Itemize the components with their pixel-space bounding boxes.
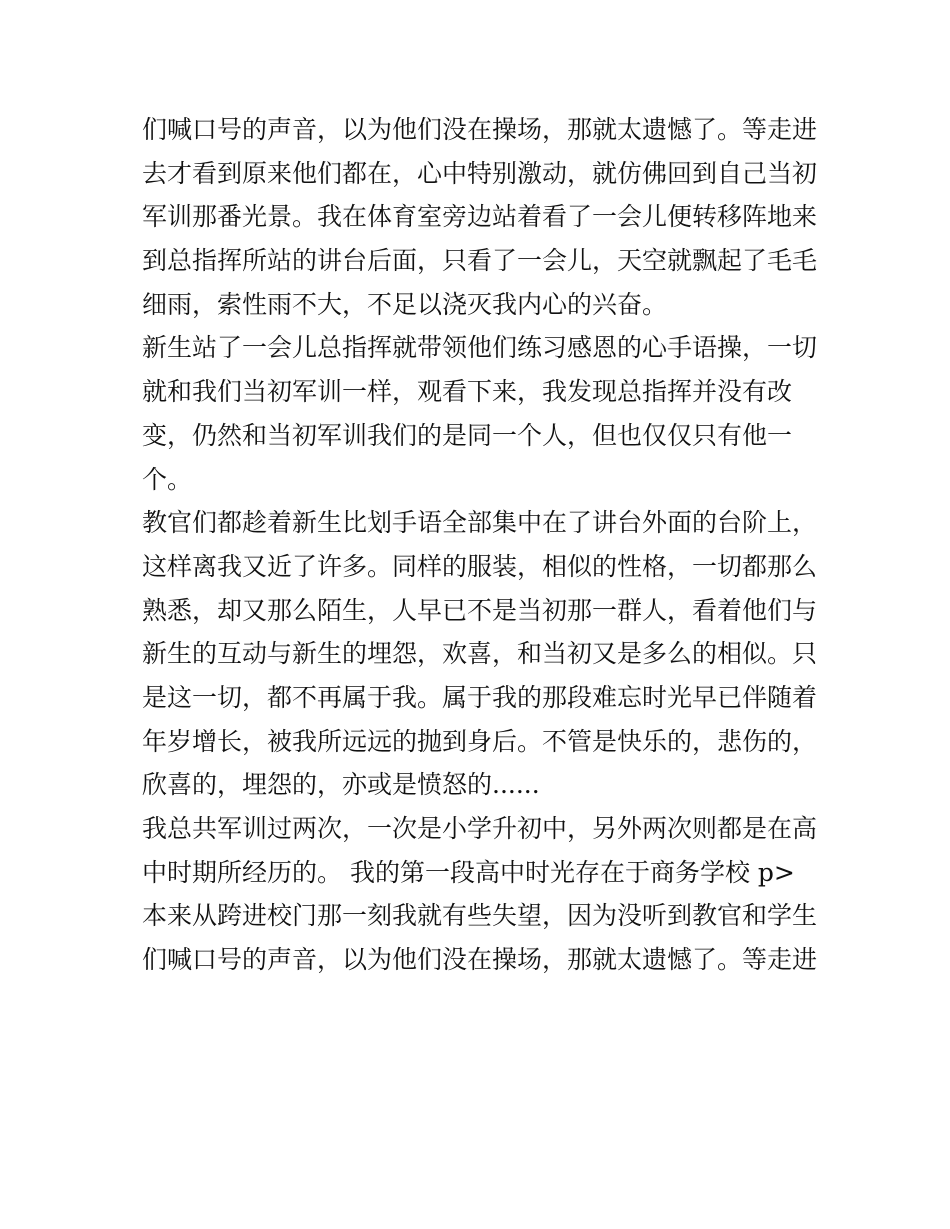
text-line: 新生站了一会儿总指挥就带领他们练习感恩的心手语操，一切: [142, 333, 818, 363]
text-line: 本来从跨进校门那一刻我就有些失望，因为没听到教官和学生: [142, 901, 818, 931]
text-line: 就和我们当初军训一样，观看下来，我发现总指挥并没有改: [142, 377, 793, 407]
text-line: 军训那番光景。我在体育室旁边站着看了一会儿便转移阵地来: [142, 202, 818, 232]
text-line: 去才看到原来他们都在，心中特别激动，就仿佛回到自己当初: [142, 158, 818, 188]
text-line: 教官们都趁着新生比划手语全部集中在了讲台外面的台阶上，: [142, 508, 818, 538]
text-line: 中时期所经历的。 我的第一段高中时光存在于商务学校 p>: [142, 857, 795, 887]
text-line: 熟悉，却又那么陌生，人早已不是当初那一群人，看着他们与: [142, 595, 818, 625]
text-line: 变，仍然和当初军训我们的是同一个人，但也仅仅只有他一: [142, 420, 793, 450]
text-line: 是这一切，都不再属于我。属于我的那段难忘时光早已伴随着: [142, 682, 818, 712]
text-line: 年岁增长，被我所远远的抛到身后。不管是快乐的，悲伤的，: [142, 726, 818, 756]
text-line: 细雨，索性雨不大，不足以浇灭我内心的兴奋。: [142, 289, 668, 319]
text-line: 个。: [142, 464, 193, 494]
text-line: 这样离我又近了许多。同样的服装，相似的性格，一切都那么: [142, 551, 818, 581]
body-text: [142, 108, 818, 982]
text-line: 欣喜的，埋怨的，亦或是愤怒的......: [142, 770, 540, 800]
text-line: 到总指挥所站的讲台后面，只看了一会儿，天空就飘起了毛毛: [142, 246, 818, 276]
text-line: 新生的互动与新生的埋怨，欢喜，和当初又是多么的相似。只: [142, 639, 818, 669]
text-line: 们喊口号的声音，以为他们没在操场，那就太遗憾了。等走进: [142, 945, 818, 975]
text-line: 们喊口号的声音，以为他们没在操场，那就太遗憾了。等走进: [142, 115, 818, 144]
text-line: 我总共军训过两次，一次是小学升初中，另外两次则都是在高: [142, 814, 818, 843]
